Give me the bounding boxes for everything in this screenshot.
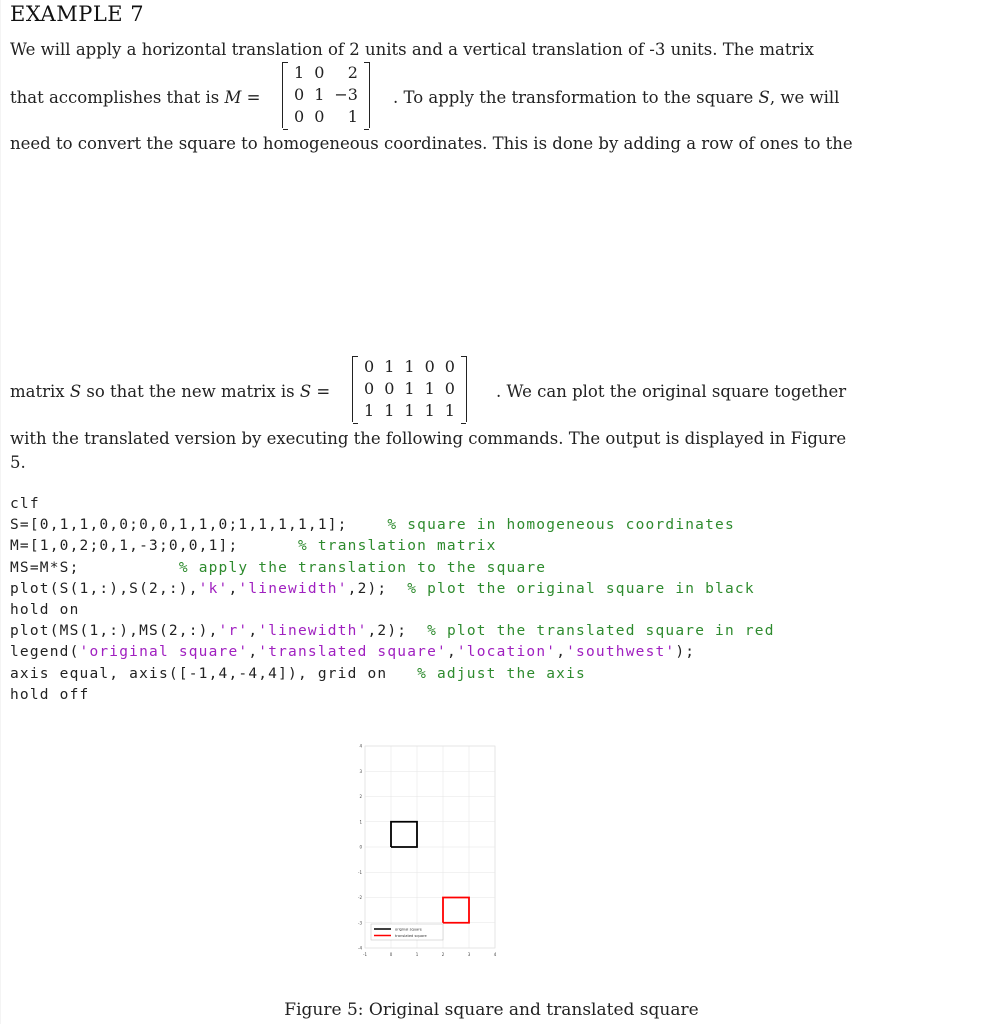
matrix-row xyxy=(359,356,460,378)
paragraph-1-line-2 xyxy=(10,86,261,109)
matrix-entry: 0 xyxy=(384,379,395,398)
matrix-M xyxy=(282,62,370,128)
matrix-entry: 1 xyxy=(404,379,415,398)
code-line xyxy=(10,494,775,515)
code-text: ,2); xyxy=(367,623,428,640)
matrix-entry: −3 xyxy=(334,85,358,104)
code-text: ); xyxy=(675,644,696,661)
y-tick-label: -1 xyxy=(358,869,362,875)
y-tick-label: -3 xyxy=(358,920,362,926)
code-comment: % square in homogeneous coordinates xyxy=(387,517,735,534)
matrix-entry: 1 xyxy=(294,63,305,82)
code-comment: % apply the translation to the square xyxy=(178,559,547,576)
x-tick-label: -1 xyxy=(363,952,367,957)
paragraph-1-line-2-tail xyxy=(393,86,839,109)
x-tick-label: 1 xyxy=(415,952,419,957)
plot-svg xyxy=(343,738,511,966)
matrix-entry: 1 xyxy=(364,401,375,420)
section-heading: EXAMPLE 7 xyxy=(10,2,145,26)
matrix-entry: 1 xyxy=(347,107,358,126)
text-segment: , we will xyxy=(769,88,840,107)
matrix-entry: 1 xyxy=(404,401,415,420)
code-string: 'linewidth' xyxy=(258,623,368,640)
code-comment: % plot the original square in black xyxy=(407,580,755,597)
code-line xyxy=(10,664,775,685)
page-edge xyxy=(0,0,1,1024)
code-line xyxy=(10,685,775,706)
var-S: S xyxy=(299,382,312,401)
code-text: plot(S(1,:),S(2,:), xyxy=(10,580,199,597)
code-string: 'translated square' xyxy=(258,644,447,661)
code-string: 'original square' xyxy=(79,644,249,661)
code-comment: % adjust the axis xyxy=(417,665,586,682)
matrix-row xyxy=(359,378,460,400)
text-segment: = xyxy=(241,88,261,107)
matrix-entry: 0 xyxy=(314,107,325,126)
paragraph-1-line-1: We will apply a horizontal translation of 2 units and a vertical translation of -3 units. The matrix xyxy=(10,40,814,59)
code-line xyxy=(10,600,775,621)
matrix-row xyxy=(289,62,363,84)
code-line xyxy=(10,558,775,579)
x-tick-label: 0 xyxy=(389,952,393,957)
x-tick-label: 4 xyxy=(493,952,497,957)
text-segment: = xyxy=(311,382,331,401)
y-tick-label: 2 xyxy=(359,794,362,799)
code-line xyxy=(10,642,775,663)
x-tick-label: 2 xyxy=(441,952,445,957)
paragraph-2-line-3: 5. xyxy=(10,453,26,472)
matrix-S xyxy=(352,356,467,422)
code-string: 'r' xyxy=(218,623,249,640)
figure-plot xyxy=(343,738,511,966)
matrix-entry: 1 xyxy=(384,357,395,376)
code-pad xyxy=(348,517,388,533)
matrix-row xyxy=(289,84,363,106)
var-S: S xyxy=(758,88,770,107)
y-tick-label: 0 xyxy=(359,844,362,850)
code-text: , xyxy=(228,580,239,597)
code-text: plot(MS(1,:),MS(2,:), xyxy=(10,623,219,640)
matrix-entry: 1 xyxy=(444,401,455,420)
x-tick-label: 3 xyxy=(467,952,471,957)
code-pad xyxy=(387,666,417,682)
matrix-row xyxy=(289,106,363,128)
code-line xyxy=(10,536,775,557)
code-line xyxy=(10,579,775,600)
y-tick-label: -2 xyxy=(358,895,362,900)
code-comment: % translation matrix xyxy=(297,538,497,555)
text-segment: that accomplishes that is xyxy=(10,88,225,107)
matrix-entry: 1 xyxy=(384,401,395,420)
code-pad xyxy=(238,538,298,554)
var-S: S xyxy=(69,382,82,401)
matrix-entry: 0 xyxy=(314,63,325,82)
matrix-entry: 1 xyxy=(424,379,435,398)
text-segment: . To apply the transformation to the square xyxy=(393,88,759,107)
matrix-entry: 0 xyxy=(294,85,305,104)
code-text: ,2); xyxy=(347,580,408,597)
matrix-entry: 0 xyxy=(444,379,455,398)
text-segment: matrix xyxy=(10,382,70,401)
code-string: 'southwest' xyxy=(566,644,676,661)
var-M: M xyxy=(224,88,242,107)
matrix-entry: 1 xyxy=(424,401,435,420)
code-text: , xyxy=(446,644,457,661)
y-tick-label: 4 xyxy=(359,743,362,749)
matrix-entry: 0 xyxy=(294,107,305,126)
code-text: M=[1,0,2;0,1,-3;0,0,1]; xyxy=(10,538,239,555)
code-comment: % plot the translated square in red xyxy=(427,623,775,640)
paragraph-2-line-2: with the translated version by executing the following commands. The output is displayed in Figure xyxy=(10,429,847,448)
paragraph-2-line-1 xyxy=(10,380,330,403)
figure-caption: Figure 5: Original square and translated square xyxy=(284,1000,699,1020)
code-string: 'k' xyxy=(198,580,229,597)
code-string: 'linewidth' xyxy=(238,580,348,597)
matrix-row xyxy=(359,400,460,422)
legend-label: original square xyxy=(395,927,422,932)
code-pad xyxy=(80,560,179,576)
code-listing xyxy=(10,494,775,706)
y-tick-label: -4 xyxy=(358,945,362,951)
code-line xyxy=(10,621,775,642)
matrix-entry: 0 xyxy=(364,357,375,376)
matrix-entry: 2 xyxy=(347,63,358,82)
code-text: , xyxy=(248,623,259,640)
code-text: hold off xyxy=(10,686,90,703)
legend-label: translated square xyxy=(395,934,427,938)
code-text: S=[0,1,1,0,0;0,0,1,1,0;1,1,1,1,1]; xyxy=(10,517,348,534)
text-segment: so that the new matrix is xyxy=(81,382,300,401)
code-string: 'location' xyxy=(456,644,557,661)
y-tick-label: 3 xyxy=(359,768,362,774)
code-text: MS=M*S; xyxy=(10,559,80,576)
paragraph-1-line-3: need to convert the square to homogeneous coordinates. This is done by adding a row of ones to the xyxy=(10,134,853,153)
code-text: clf xyxy=(10,496,40,512)
code-text: , xyxy=(248,644,259,661)
code-text: , xyxy=(556,644,567,661)
matrix-entry: 0 xyxy=(444,357,455,376)
matrix-entry: 1 xyxy=(314,85,325,104)
matrix-entry: 0 xyxy=(424,357,435,376)
code-line xyxy=(10,515,775,536)
matrix-entry: 0 xyxy=(364,379,375,398)
y-tick-label: 1 xyxy=(359,819,362,825)
code-text: axis equal, axis([-1,4,-4,4]), grid on xyxy=(10,665,388,682)
matrix-entry: 1 xyxy=(404,357,415,376)
paragraph-2-line-1-tail: . We can plot the original square together xyxy=(496,382,847,401)
code-text: legend( xyxy=(10,644,80,661)
code-text: hold on xyxy=(10,602,80,619)
